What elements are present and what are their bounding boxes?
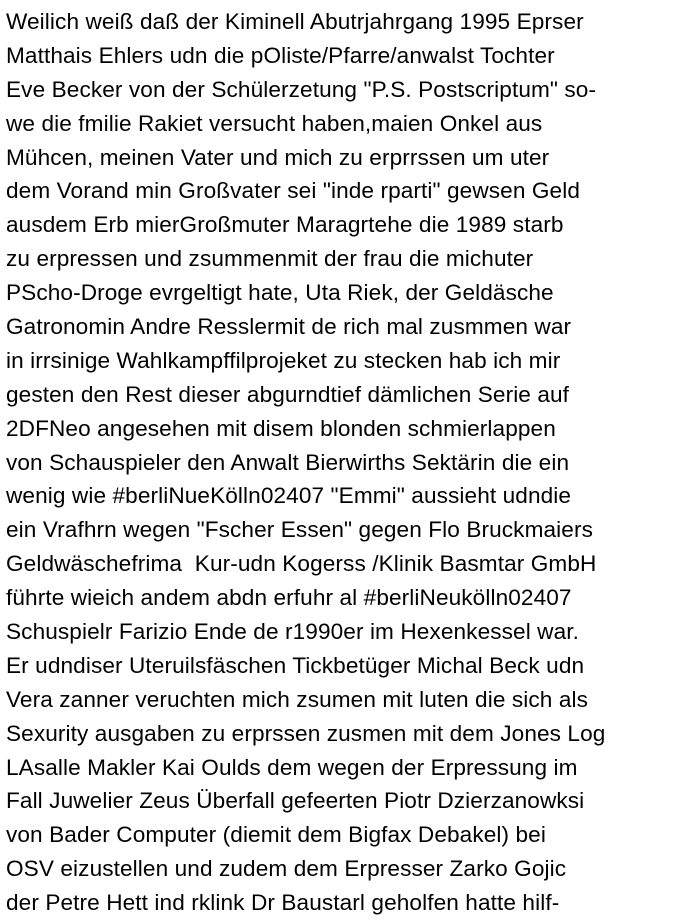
text-line: Fall Juwelier Zeus Überfall gefeerten Piotr Dzierzanowksi <box>6 788 585 814</box>
text-line: Eve Becker von der Schülerzetung "P.S. Postscriptum" so- <box>6 76 597 102</box>
text-line: Geldwäschefrima Kur-udn Kogerss /Klinik Basmtar GmbH <box>6 551 597 577</box>
text-line: von Bader Computer (diemit dem Bigfax Debakel) bei <box>6 822 546 848</box>
text-line: OSV eizustellen und zudem dem Erpresser Zarko Gojic <box>6 856 567 882</box>
text-line: wenig wie #berliNueKölln02407 "Emmi" aussieht udndie <box>6 483 572 509</box>
text-line: 2DFNeo angesehen mit disem blonden schmierlappen <box>6 415 556 441</box>
text-line: Gatronomin Andre Resslermit de rich mal zusmmen war <box>6 314 572 340</box>
text-line: in irrsinige Wahlkampffilprojeket zu stecken hab ich mir <box>6 347 561 373</box>
text-line: gesten den Rest dieser abgurndtief dämlichen Serie auf <box>6 381 570 407</box>
text-line: Mühcen, meinen Vater und mich zu erprrssen um uter <box>6 144 550 170</box>
text-line: ausdem Erb mierGroßmuter Maragrtehe die 1989 starb <box>6 212 564 238</box>
text-line: Matthais Ehlers udn die pOliste/Pfarre/anwalst Tochter <box>6 42 555 68</box>
text-line: Schuspielr Farizio Ende de r1990er im Hexenkessel war. <box>6 619 580 645</box>
text-line: von Schauspieler den Anwalt Bierwirths Sektärin die ein <box>6 449 570 475</box>
text-line: LAsalle Makler Kai Oulds dem wegen der Erpressung im <box>6 754 578 780</box>
text-line: zu erpressen und zsummenmit der frau die michuter <box>6 246 534 272</box>
text-line: Sexurity ausgaben zu erprssen zusmen mit dem Jones Log <box>6 720 606 746</box>
text-line: PScho-Droge evrgeltigt hate, Uta Riek, der Geldäsche <box>6 280 554 306</box>
text-line: dem Vorand min Großvater sei "inde rparti" gewsen Geld <box>6 178 580 204</box>
text-line: der Petre Hett ind rklink Dr Baustarl geholfen hatte hilf- <box>6 890 560 916</box>
text-line: führte wieich andem abdn erfuhr al #berliNeukölln02407 <box>6 585 572 611</box>
text-line: Weilich weiß daß der Kiminell Abutrjahrgang 1995 Eprser <box>6 9 584 34</box>
text-line: we die fmilie Rakiet versucht haben,maien Onkel aus <box>6 110 543 136</box>
text-line: Vera zanner veruchten mich zsumen mit luten die sich als <box>6 686 589 712</box>
document-body <box>6 5 682 920</box>
text-line: Er udndiser Uteruilsfäschen Tickbetüger Michal Beck udn <box>6 652 585 678</box>
text-line: ein Vrafhrn wegen "Fscher Essen" gegen Flo Bruckmaiers <box>6 517 593 543</box>
